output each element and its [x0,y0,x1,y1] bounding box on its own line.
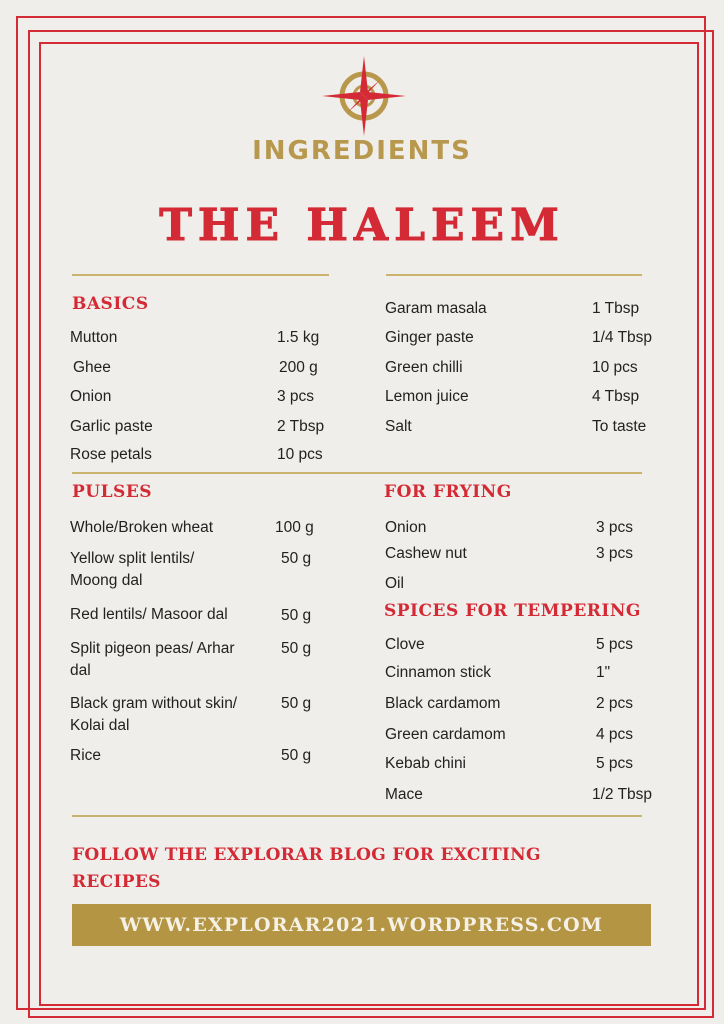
follow-blog-text: FOLLOW THE EXPLORAR BLOG FOR EXCITING RECIPES [72,845,541,892]
ingredient-qty: 50 g [281,695,312,712]
ingredient-name: dal [70,662,91,679]
ingredient-name: Salt [385,418,412,435]
section-heading-pulses: PULSES [72,482,153,502]
section-heading-frying: FOR FRYING [384,482,512,502]
ingredient-name: Cashew nut [385,545,467,562]
ingredient-qty: 1" [596,664,611,681]
ingredient-name: Black gram without skin/ [70,695,238,712]
ingredient-qty: 3 pcs [277,388,315,405]
blog-url-banner[interactable] [72,904,651,946]
ingredient-qty: 5 pcs [596,636,634,653]
ingredient-name: Onion [70,388,112,405]
divider [72,472,642,474]
ingredient-name: Ginger paste [385,329,474,346]
ingredients-heading: INGREDIENTS [252,136,472,166]
ingredient-qty: 5 pcs [596,755,634,772]
ingredient-name: Moong dal [70,572,143,589]
compass-rose-icon [320,54,408,138]
ingredient-name: Onion [385,519,427,536]
ingredient-name: Kebab chini [385,755,467,772]
ingredient-name: Lemon juice [385,388,469,405]
ingredient-name: Kolai dal [70,717,130,734]
ingredient-qty: 100 g [275,519,314,536]
ingredient-name: Garlic paste [70,418,153,435]
ingredient-name: Rose petals [70,446,152,463]
ingredient-name: Green chilli [385,359,463,376]
ingredient-qty: 2 pcs [596,695,634,712]
page-title: THE HALEEM [159,200,565,251]
ingredient-qty: 1/4 Tbsp [592,329,653,346]
ingredient-qty: 4 pcs [596,726,634,743]
ingredient-name: Whole/Broken wheat [70,519,214,536]
ingredient-qty: 200 g [279,359,318,376]
ingredient-name: Yellow split lentils/ [70,550,195,567]
section-heading-tempering: SPICES FOR TEMPERING [384,601,641,621]
ingredient-qty: 1 Tbsp [592,300,640,317]
ingredient-name: Split pigeon peas/ Arhar [70,640,235,657]
ingredient-name: Cinnamon stick [385,664,491,681]
ingredient-name: Clove [385,636,425,653]
ingredient-qty: 3 pcs [596,545,634,562]
ingredient-name: Ghee [73,359,111,376]
divider [72,274,329,276]
ingredient-name: Red lentils/ Masoor dal [70,606,228,623]
ingredient-qty: 1.5 kg [277,329,320,346]
ingredient-qty: 10 pcs [277,446,323,463]
ingredient-name: Rice [70,747,102,764]
ingredient-qty: 2 Tbsp [277,418,325,435]
ingredient-qty: To taste [592,418,647,435]
ingredient-qty: 1/2 Tbsp [592,786,653,803]
ingredient-name: Mace [385,786,423,803]
divider [386,274,642,276]
ingredient-qty: 50 g [281,607,312,624]
divider [72,815,642,817]
ingredient-name: Garam masala [385,300,487,317]
ingredient-name: Oil [385,575,404,592]
blog-url-link[interactable]: WWW.EXPLORAR2021.WORDPRESS.COM [119,914,604,936]
ingredient-qty: 4 Tbsp [592,388,640,405]
section-heading-basics: BASICS [72,294,149,314]
ingredient-name: Black cardamom [385,695,501,712]
ingredient-qty: 50 g [281,640,312,657]
ingredient-qty: 50 g [281,747,312,764]
ingredient-qty: 50 g [281,550,312,567]
ingredient-name: Green cardamom [385,726,506,743]
ingredient-qty: 10 pcs [592,359,638,376]
ingredient-name: Mutton [70,329,118,346]
ingredient-qty: 3 pcs [596,519,634,536]
